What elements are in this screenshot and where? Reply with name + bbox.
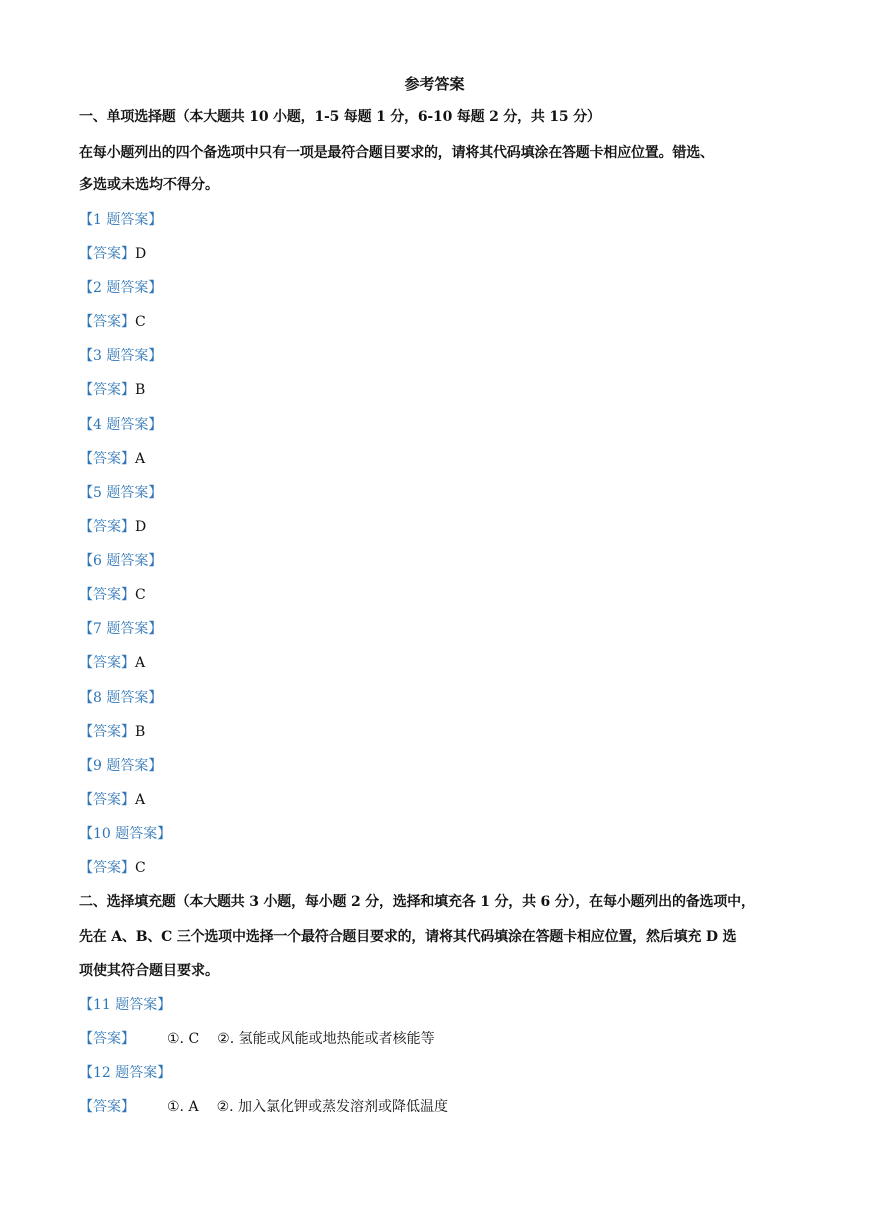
question-3-answer [79, 380, 809, 400]
answer-value: D [135, 519, 147, 535]
question-10-answer [79, 858, 809, 878]
question-3-label: 【3 题答案】 [79, 348, 163, 364]
section2-heading-line3: 项使其符合题目要求。 [79, 963, 219, 979]
question-11-label: 【11 题答案】 [79, 997, 172, 1013]
section2-heading-line1: 二、选择填充题（本大题共 3 小题，每小题 2 分，选择和填充各 1 分，共 6 分），在每小题列出的备选项中， [79, 894, 755, 910]
question-1-answer [79, 244, 809, 264]
question-12-label: 【12 题答案】 [79, 1065, 172, 1081]
section2-heading-line2: 先在 A、B、C 三个选项中选择一个最符合题目要求的，请将其代码填涂在答题卡相应位置，然后填充 D 选 [79, 929, 737, 945]
answer-value: B [135, 724, 146, 740]
question-7-label: 【7 题答案】 [79, 621, 163, 637]
question-6-label: 【6 题答案】 [79, 553, 163, 569]
answer-value: A [135, 655, 146, 671]
answer-label: 【答案】 [79, 724, 135, 740]
answer-label: 【答案】 [79, 655, 135, 671]
answer-label: 【答案】 [79, 451, 135, 467]
question-2-label: 【2 题答案】 [79, 280, 163, 296]
answer-label: 【答案】 [79, 246, 135, 262]
question-2-answer [79, 312, 809, 332]
answer-label: 【答案】 [79, 1099, 135, 1115]
answer-label: 【答案】 [79, 519, 135, 535]
section1-heading: 一、单项选择题（本大题共 10 小题，1-5 每题 1 分，6-10 每题 2 分，共 15 分） [79, 109, 601, 125]
page-title: 参考答案 [404, 75, 465, 93]
question-5-label: 【5 题答案】 [79, 485, 163, 501]
answer-label: 【答案】 [79, 1031, 135, 1047]
question-6-answer [79, 585, 809, 605]
question-8-label: 【8 题答案】 [79, 690, 163, 706]
answer-label: 【答案】 [79, 382, 135, 398]
answer-value: C [135, 314, 146, 330]
question-8-answer [79, 722, 809, 742]
answer-value: D [135, 246, 147, 262]
question-4-answer [79, 449, 809, 469]
question-10-label: 【10 题答案】 [79, 826, 172, 842]
question-11-answer [79, 1029, 809, 1049]
answer-part2: ②. 氢能或风能或地热能或者核能等 [217, 1031, 435, 1047]
question-9-answer [79, 790, 809, 810]
question-9-label: 【9 题答案】 [79, 758, 163, 774]
answer-label: 【答案】 [79, 314, 135, 330]
answer-label: 【答案】 [79, 860, 135, 876]
answer-part1: ①. C [167, 1031, 200, 1047]
section1-instruction-line1: 在每小题列出的四个备选项中只有一项是最符合题目要求的，请将其代码填涂在答题卡相应位置。错选、 [79, 145, 714, 161]
answer-value: B [135, 382, 146, 398]
section1-instruction-line2: 多选或未选均不得分。 [79, 177, 219, 193]
answer-part1: ①. A [167, 1099, 199, 1115]
question-1-label: 【1 题答案】 [79, 212, 163, 228]
answer-value: A [135, 451, 146, 467]
answer-label: 【答案】 [79, 792, 135, 808]
answer-value: C [135, 860, 146, 876]
answer-value: C [135, 587, 146, 603]
answer-value: A [135, 792, 146, 808]
answer-label: 【答案】 [79, 587, 135, 603]
question-7-answer [79, 653, 809, 673]
answer-part2: ②. 加入氯化钾或蒸发溶剂或降低温度 [216, 1099, 449, 1115]
question-4-label: 【4 题答案】 [79, 417, 163, 433]
question-12-answer [79, 1097, 809, 1117]
question-5-answer [79, 517, 809, 537]
